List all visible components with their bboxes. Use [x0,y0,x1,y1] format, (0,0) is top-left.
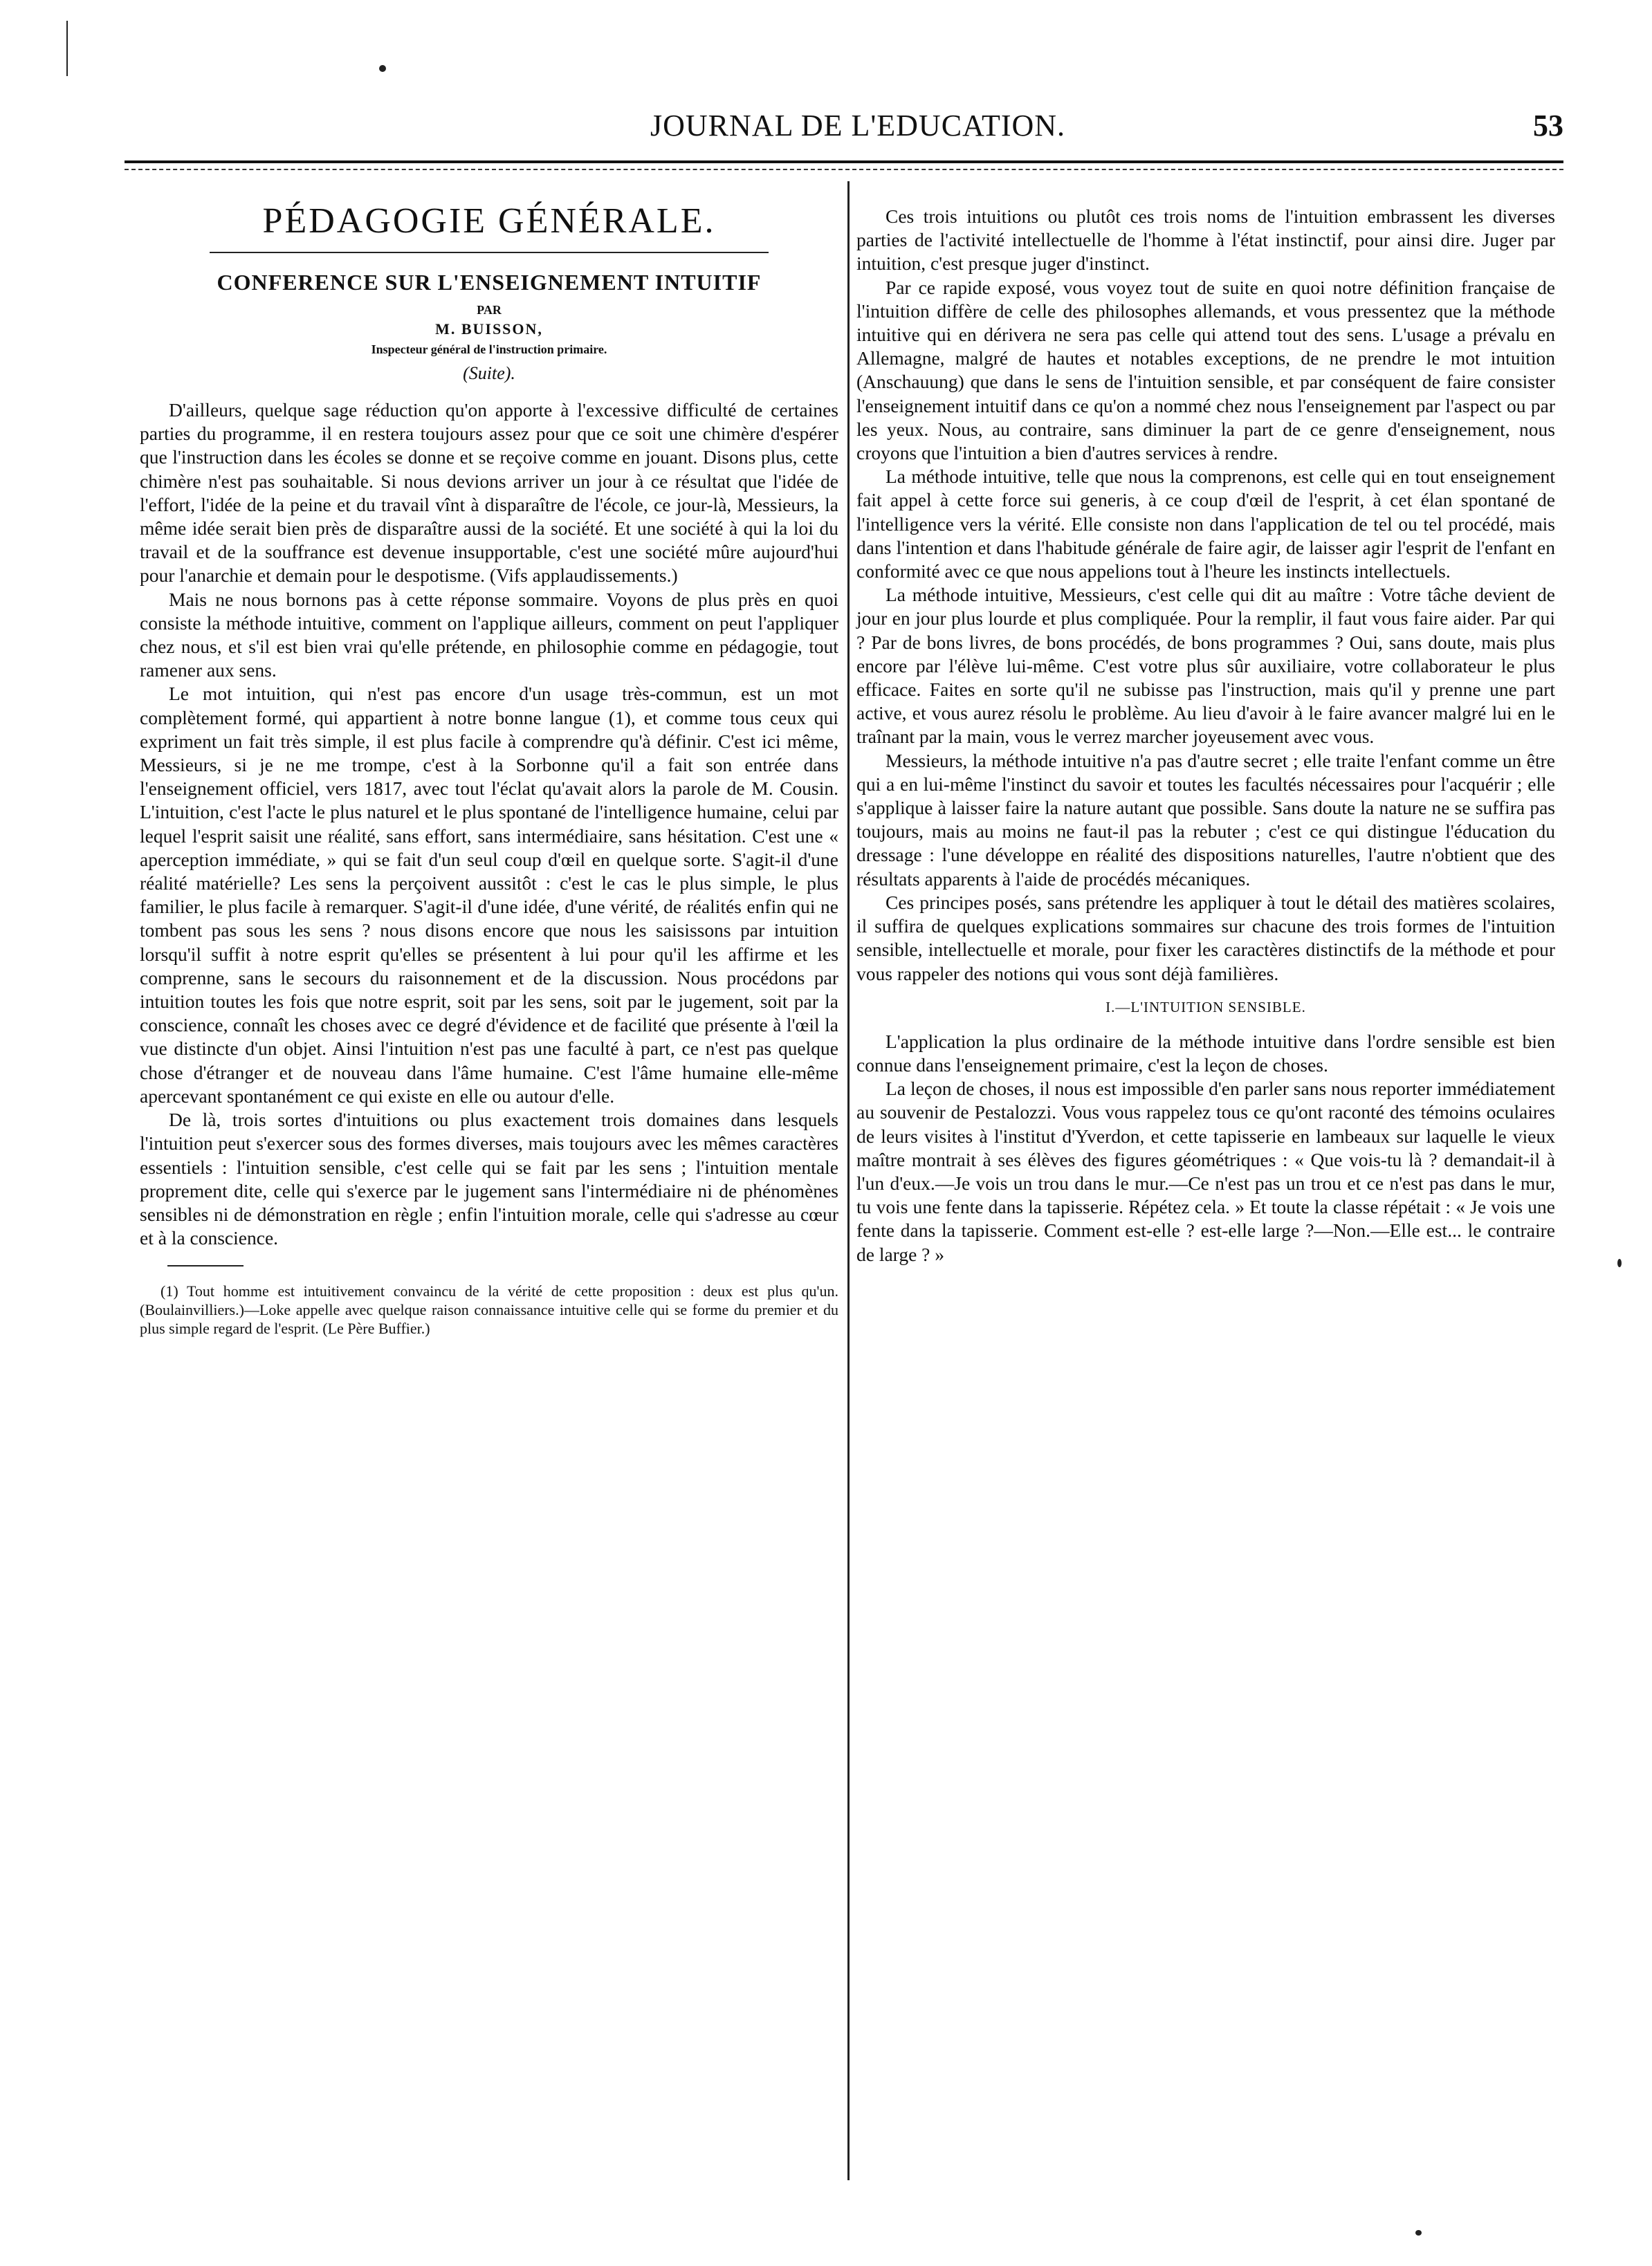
continued-note: (Suite). [463,363,515,383]
paragraph: La leçon de choses, il nous est impossible d'en parler sans nous reporter immédiatement au souvenir de Pestalozzi. Vous vous rappelez tous ce qu'ont raconté des témoins oculaires de leurs visites à l'institut d'Yverdon, et cette tapisserie en lambeaux sur laquelle le vieux maître montrait à ses élèves des figures géométriques : « Que vois-tu là ? demandait-il à l'un d'eux.—Je vois un trou dans le mur.—Ce n'est pas un trou et ce n'est pas dans le mur, tu vois une fente dans la tapisserie. Répétez cela. » Et toute la classe répétait : « Je vois une fente dans la tapisserie. Comment est-elle ? est-elle large ?—Non.—Elle est... le contraire de large ? » [856,1078,1555,1265]
author-title: Inspecteur général de l'instruction primaire. [371,342,607,356]
paragraph: Par ce rapide exposé, vous voyez tout de suite en quoi notre définition française de l'intuition diffère de celle des philosophes allemands, et vous pressentez que la méthode intuitive qui en dérivera ne sera pas celle qui attend tout des sens. L'usage a prévalu en Allemagne, malgré de hautes et notables exceptions, de ne prendre le mot intuition (Anschauung) que dans le sens de l'intuition sensible, et par conséquent de faire consister l'enseignement intuitif dans ce qu'on a nommé chez nous l'enseignement par l'aspect ou par les yeux. Nous, au contraire, sans diminuer la part de ce genre d'enseignement, nous croyons que l'intuition a bien d'autres services à rendre. [856,276,1555,464]
paragraph: Le mot intuition, qui n'est pas encore d'un usage très-commun, est un mot complètement formé, qui appartient à notre bonne langue (1), et comme tous ceux qui expriment un fait très simple, il est plus facile à comprendre qu'à définir. C'est ici même, Messieurs, si je ne me trompe, c'est à la Sorbonne qu'il a fait son entrée dans l'enseignement officiel, vers 1817, avec tout l'éclat qu'avait alors la parole de M. Cousin. L'intuition, c'est l'acte le plus naturel et le plus spontané de l'intelligence humaine, celui par lequel l'esprit saisit une réalité, sans effort, sans intermédiaire, sans hésitation. C'est une « aperception immédiate, » qui se fait d'un seul coup d'œil en quelque sorte. S'agit-il d'une réalité matérielle? Les sens la perçoivent aussitôt : c'est le cas le plus simple, le plus familier, le plus facile à remarquer. S'agit-il d'une idée, d'une vérité, de réalités enfin qui ne tombent pas sous les sens ? nous disons encore que nous les saisissons par intuition lorsqu'il suffit à notre esprit qu'elles se présentent à lui pour qu'il les affirme et les comprenne, sans le secours du raisonnement et de la discussion. Nous procédons par intuition toutes les fois que notre esprit, soit par les sens, soit par le jugement, soit par la conscience, connaît les choses avec ce degré d'évidence et de facilité que présente à l'œil la vue distincte d'un objet. Ainsi l'intuition n'est pas une faculté à part, ce n'est pas quelque chose d'étranger et de nouveau dans l'âme humaine. C'est l'âme humaine elle-même apercevant spontanément ce qui existe en elle ou autour d'elle. [140,683,838,1107]
byline-par: PAR [477,303,502,317]
print-speck [66,21,68,76]
page-header [125,104,1563,152]
paragraph: L'application la plus ordinaire de la méthode intuitive dans l'ordre sensible est bien connue dans l'enseignement primaire, c'est la leçon de choses. [856,1030,1555,1076]
column-divider [847,181,850,2180]
paragraph: Mais ne nous bornons pas à cette réponse sommaire. Voyons de plus près en quoi consiste la méthode intuitive, comment on l'applique ailleurs, comment on peut l'appliquer chez nous, et s'il est bien vrai qu'elle prétende, en philosophie comme en pédagogie, tout ramener aux sens. [140,588,838,681]
paragraph: Ces principes posés, sans prétendre les appliquer à tout le détail des matières scolaires, il suffira de quelques explications sommaires sur chacune des trois formes de l'intuition sensible, intellectuelle et morale, pour fixer les caractères distinctifs de la méthode et pour vous rappeler des notions qui vous sont déjà familières. [856,891,1555,984]
header-rule [125,160,1563,163]
header-rule-dashed [125,169,1563,170]
conference-title: CONFERENCE SUR L'ENSEIGNEMENT INTUITIF [217,270,762,295]
left-column [140,187,838,1338]
paragraph: Messieurs, la méthode intuitive n'a pas d'autre secret ; elle traite l'enfant comme un être qui a en lui-même l'instinct du savoir et toutes les facultés nécessaires pour l'acquérir ; elle s'applique à laisser faire la nature autant que possible. Sans doute la nature ne se suffira pas toujours, mais au moins ne faut-il pas la rebuter ; c'est ce qui distingue l'éducation du dressage : l'une développe en réalité des dispositions naturelles, l'autre n'obtient que des résultats apparents à l'aide de procédés mécaniques. [856,749,1555,890]
paragraph: Ces trois intuitions ou plutôt ces trois noms de l'intuition embrassent les diverses parties de l'activité intellectuelle de l'homme à l'état instinctif, pour ainsi dire. Juger par intuition, c'est presque juger d'instinct. [856,205,1555,275]
footnote: (1) Tout homme est intuitivement convaincu de la vérité de cette proposition : deux est plus qu'un. (Boulainvilliers.)—Loke appelle avec quelque raison connaissance intuitive celle qui se forme du premier et du plus simple regard de l'esprit. (Le Père Buffier.) [140,1282,838,1338]
page-number: 53 [1533,109,1563,142]
print-speck [1617,1259,1622,1267]
print-speck [1415,2230,1422,2236]
paragraph: La méthode intuitive, telle que nous la comprenons, est celle qui en tout enseignement fait appel à cette force sui generis, à ce coup d'œil de l'esprit, à cet élan spontané de l'intelligence vers la vérité. Elle consiste non dans l'application de tel ou tel procédé, mais dans l'intention et dans l'habitude générale de faire agir, de laisser agir l'esprit de l'enfant en conformité avec ce que nous appelions tout à l'heure les instincts intellectuels. [856,466,1555,582]
author-name: M. BUISSON, [435,320,543,338]
paragraph: De là, trois sortes d'intuitions ou plus exactement trois domaines dans lesquels l'intuition peut s'exercer sous des formes diverses, mais toujours avec les mêmes caractères essentiels : l'intuition sensible, c'est celle qui se fait par les sens ; l'intuition mentale proprement dite, celle qui s'exerce par le jugement sans l'intermédiaire ni de phénomènes sensibles ni de démonstration en règle ; enfin l'intuition morale, celle qui s'adresse au cœur et à la conscience. [140,1109,838,1249]
title-rule [210,252,769,253]
section-title: PÉDAGOGIE GÉNÉRALE. [262,201,716,241]
journal-title: JOURNAL DE L'EDUCATION. [650,109,1066,142]
print-speck [379,65,386,72]
subheading: I.—L'INTUITION SENSIBLE. [1105,998,1306,1015]
paragraph: La méthode intuitive, Messieurs, c'est celle qui dit au maître : Votre tâche devient de jour en jour plus lourde et plus compliquée. Pour la remplir, il faut vous faire aider. Par qui ? Par de bons livres, de bons procédés, de bons programmes ? Oui, sans doute, mais plus encore par l'élève lui-même. C'est votre plus sûr auxiliaire, votre collaborateur le plus efficace. Faites en sorte qu'il ne subisse pas l'instruction, mais qu'il y prenne une part active, et vous aurez résolu le problème. Au lieu d'avoir à le faire avancer malgré lui en le traînant par la main, vous le verrez marcher joyeusement avec vous. [856,584,1555,748]
paragraph: D'ailleurs, quelque sage réduction qu'on apporte à l'excessive difficulté de certaines parties du programme, il en restera toujours assez pour que ce soit une chimère d'espérer que l'instruction dans les écoles se donne et se reçoive comme en jouant. Disons plus, cette chimère n'est pas souhaitable. Si nous devions arriver un jour à ce résultat que l'idée de l'effort, l'idée de la peine et du travail vînt à disparaître de l'école, ce jour-là, Messieurs, la même idée serait bien près de disparaître aussi de la société. Et une société à qui la loi du travail et de la souffrance est devenue insupportable, c'est une société mûre aujourd'hui pour l'anarchie et demain pour le despotisme. (Vifs applaudissements.) [140,399,838,587]
right-column [856,205,1555,1266]
footnote-rule [167,1265,244,1266]
